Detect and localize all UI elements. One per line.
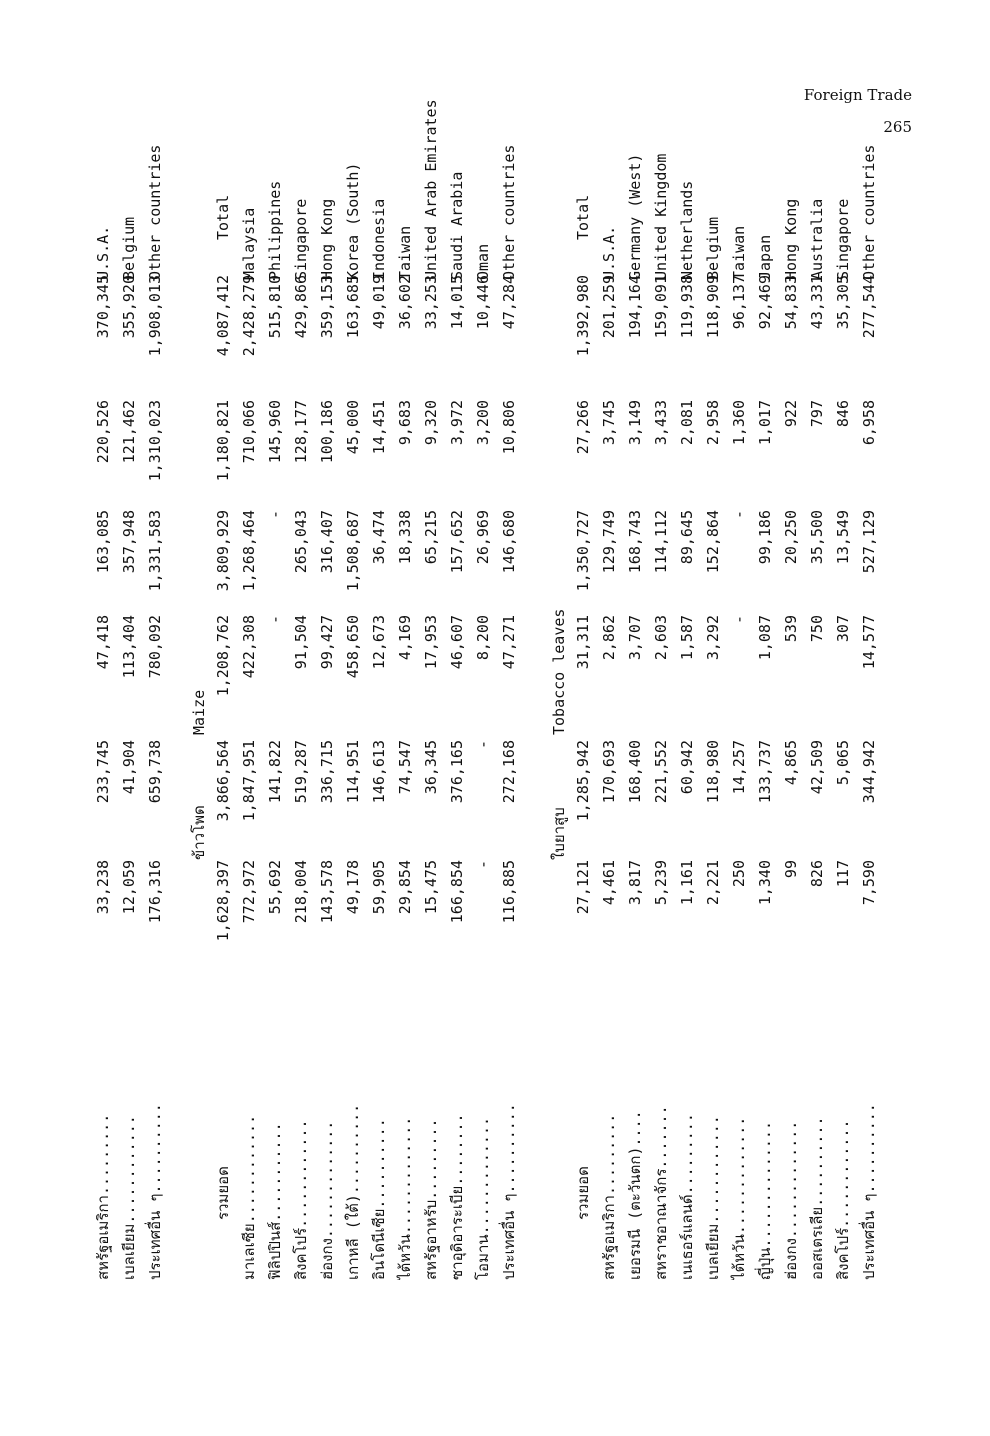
value-cell: 2,081 [678, 400, 696, 446]
value-cell: 14,577 [860, 615, 878, 670]
value-cell: 344,942 [860, 740, 878, 804]
value-cell: 99,427 [318, 615, 336, 670]
table-row [622, 153, 648, 1280]
tobacco-thai-label: ใบยาสูบ [550, 807, 568, 860]
table-row [674, 180, 700, 1280]
value-cell: 6,958 [860, 400, 878, 446]
value-cell: - [730, 510, 748, 520]
value-cell: 114,112 [652, 510, 670, 574]
value-cell: 194,164 [626, 275, 644, 339]
value-cell: 99 [782, 860, 800, 879]
table-block-tobacco [570, 144, 882, 1280]
value-cell: 458,650 [344, 615, 362, 679]
value-cell: 49,019 [370, 275, 388, 330]
value-cell: 146,613 [370, 740, 388, 804]
value-cell: 31,311 [574, 615, 592, 670]
value-cell: 114,951 [344, 740, 362, 804]
table-row [90, 210, 116, 1280]
value-cell: 1,508,687 [344, 510, 362, 592]
table-row [418, 99, 444, 1280]
row-label-english: Netherlands [678, 180, 696, 280]
value-cell: 750 [808, 615, 826, 643]
value-cell: 422,308 [240, 615, 258, 679]
row-label-thai: ฮ่องกง............. [782, 1120, 800, 1280]
value-cell: 1,310,023 [146, 400, 164, 482]
value-cell: 357,948 [120, 510, 138, 574]
row-label-english: United Kingdom [652, 153, 670, 280]
value-cell: 36,474 [370, 510, 388, 565]
value-cell: 220,526 [94, 400, 112, 464]
value-cell: - [266, 615, 284, 625]
value-cell: 47,284 [500, 275, 518, 330]
value-cell: 3,745 [600, 400, 618, 446]
value-cell: 1,360 [730, 400, 748, 446]
row-label-thai: สิงคโปร์............ [292, 1119, 310, 1280]
value-cell: 8,200 [474, 615, 492, 661]
value-cell: 133,737 [756, 740, 774, 804]
value-cell: 1,268,464 [240, 510, 258, 592]
value-cell: 59,905 [370, 860, 388, 915]
value-cell: 170,693 [600, 740, 618, 804]
row-label-thai: เบลเยียม............ [120, 1115, 138, 1280]
row-label-thai: รวมยอด [574, 1166, 592, 1220]
table-row [596, 210, 622, 1280]
row-label-thai: มาเลเซีย............ [240, 1114, 258, 1280]
rotated-trade-table [70, 99, 890, 1280]
value-cell: 5,065 [834, 740, 852, 786]
row-label-thai: เบลเยียม............ [704, 1115, 722, 1280]
value-cell: 33,253 [422, 275, 440, 330]
table-row [496, 144, 522, 1280]
value-cell: 118,980 [704, 740, 722, 804]
value-cell: 14,257 [730, 740, 748, 795]
value-cell: 89,645 [678, 510, 696, 565]
row-label-english: Taiwan [396, 225, 414, 280]
table-block-top [90, 144, 168, 1280]
table-row [700, 210, 726, 1280]
row-label-english: Taiwan [730, 225, 748, 280]
value-cell: 307 [834, 615, 852, 643]
value-cell: 1,087 [756, 615, 774, 661]
value-cell: 4,461 [600, 860, 618, 906]
row-label-english: Australia [808, 198, 826, 280]
table-row [366, 198, 392, 1280]
value-cell: 277,544 [860, 275, 878, 339]
value-cell: 659,738 [146, 740, 164, 804]
value-cell: 710,066 [240, 400, 258, 464]
value-cell: 47,418 [94, 615, 112, 670]
value-cell: 1,350,727 [574, 510, 592, 592]
value-cell: 168,743 [626, 510, 644, 574]
value-cell: 376,165 [448, 740, 466, 804]
value-cell: 176,316 [146, 860, 164, 924]
value-cell: 29,854 [396, 860, 414, 915]
value-cell: 272,168 [500, 740, 518, 804]
value-cell: 2,958 [704, 400, 722, 446]
value-cell: 12,673 [370, 615, 388, 670]
row-label-english: Philippines [266, 180, 284, 280]
value-cell: - [266, 510, 284, 520]
value-cell: 3,200 [474, 400, 492, 446]
value-cell: 119,938 [678, 275, 696, 339]
value-cell: 20,250 [782, 510, 800, 565]
value-cell: 1,208,762 [214, 615, 232, 697]
value-cell: 100,186 [318, 400, 336, 464]
value-cell: 146,680 [500, 510, 518, 574]
row-label-english: Belgium [704, 216, 722, 280]
value-cell: 159,091 [652, 275, 670, 339]
value-cell: 36,602 [396, 275, 414, 330]
value-cell: 3,972 [448, 400, 466, 446]
value-cell: 26,969 [474, 510, 492, 565]
row-label-thai: เนเธอร์แลนด์......... [678, 1113, 696, 1280]
value-cell: 1,908,013 [146, 275, 164, 357]
value-cell: 74,547 [396, 740, 414, 795]
value-cell: 33,238 [94, 860, 112, 915]
value-cell: 3,809,929 [214, 510, 232, 592]
value-cell: 128,177 [292, 400, 310, 464]
value-cell: 14,451 [370, 400, 388, 455]
value-cell: 118,909 [704, 275, 722, 339]
value-cell: 3,707 [626, 615, 644, 661]
row-label-thai: ฮ่องกง............. [318, 1120, 336, 1280]
table-row [648, 153, 674, 1280]
table-row [778, 198, 804, 1280]
row-label-english: U.S.A. [94, 225, 112, 280]
value-cell: 129,749 [600, 510, 618, 574]
value-cell: 47,271 [500, 615, 518, 670]
value-cell: 113,404 [120, 615, 138, 679]
value-cell: 5,239 [652, 860, 670, 906]
value-cell: 14,015 [448, 275, 466, 330]
row-label-thai: เกาหลี (ใต้).......... [344, 1103, 362, 1280]
value-cell: 121,462 [120, 400, 138, 464]
value-cell: 36,345 [422, 740, 440, 795]
table-row [262, 180, 288, 1280]
value-cell: 152,864 [704, 510, 722, 574]
tobacco-label: Tobacco leaves [550, 608, 568, 735]
value-cell: 316,407 [318, 510, 336, 574]
row-label-thai: ประเทศอื่น ๆ.......... [146, 1103, 164, 1280]
row-label-thai: สหราชอาณาจักร....... [652, 1105, 670, 1280]
value-cell: 96,137 [730, 275, 748, 330]
maize-thai-label: ข้าวโพด [190, 805, 208, 860]
value-cell: 515,810 [266, 275, 284, 339]
value-cell: 18,338 [396, 510, 414, 565]
value-cell: 35,500 [808, 510, 826, 565]
value-cell: - [474, 860, 492, 870]
row-label-thai: สหรัฐอเมริกา......... [94, 1113, 112, 1280]
value-cell: 9,683 [396, 400, 414, 446]
row-label-english: Indonesia [370, 198, 388, 280]
value-cell: 143,578 [318, 860, 336, 924]
row-label-thai: ออสเตรเลีย.......... [808, 1116, 826, 1280]
page-number: 265 [883, 118, 912, 136]
row-label-thai: เยอรมนี (ตะวันตก).... [626, 1110, 644, 1280]
value-cell: 17,953 [422, 615, 440, 670]
value-cell: 4,865 [782, 740, 800, 786]
value-cell: 10,806 [500, 400, 518, 455]
value-cell: 116,885 [500, 860, 518, 924]
row-label-english: Japan [756, 234, 774, 280]
maize-label: Maize [190, 689, 208, 735]
value-cell: 163,085 [94, 510, 112, 574]
value-cell: 3,433 [652, 400, 670, 446]
table-row [470, 210, 496, 1280]
value-cell: 15,475 [422, 860, 440, 915]
row-label-thai: โอมาน............. [474, 1116, 492, 1280]
row-label-english: Oman [474, 243, 492, 280]
value-cell: 355,920 [120, 275, 138, 339]
table-row [444, 171, 470, 1280]
row-label-english: Hong Kong [782, 198, 800, 280]
row-label-english: Belgium [120, 216, 138, 280]
value-cell: 797 [808, 400, 826, 428]
row-label-english: Germany (West) [626, 153, 644, 280]
value-cell: 1,017 [756, 400, 774, 446]
value-cell: 336,715 [318, 740, 336, 804]
value-cell: 1,285,942 [574, 740, 592, 822]
value-cell: 46,607 [448, 615, 466, 670]
value-cell: 141,822 [266, 740, 284, 804]
value-cell: 265,043 [292, 510, 310, 574]
value-cell: 1,587 [678, 615, 696, 661]
value-cell: 539 [782, 615, 800, 643]
table-row [210, 194, 236, 1280]
row-label-english: Korea (South) [344, 162, 362, 280]
value-cell: 772,972 [240, 860, 258, 924]
value-cell: - [474, 740, 492, 750]
value-cell: 2,221 [704, 860, 722, 906]
table-row [340, 162, 366, 1280]
row-label-english: Singapore [292, 198, 310, 280]
value-cell: 370,345 [94, 275, 112, 339]
row-label-english: Hong Kong [318, 198, 336, 280]
value-cell: 41,904 [120, 740, 138, 795]
value-cell: 117 [834, 860, 852, 888]
value-cell: 359,153 [318, 275, 336, 339]
value-cell: 45,000 [344, 400, 362, 455]
value-cell: 2,862 [600, 615, 618, 661]
value-cell: 7,590 [860, 860, 878, 906]
value-cell: 1,180,821 [214, 400, 232, 482]
value-cell: 92,469 [756, 275, 774, 330]
value-cell: 35,305 [834, 275, 852, 330]
table-row [314, 198, 340, 1280]
value-cell: 2,428,279 [240, 275, 258, 357]
value-cell: 250 [730, 860, 748, 888]
row-label-thai: สหรัฐอเมริกา......... [600, 1113, 618, 1280]
value-cell: 221,552 [652, 740, 670, 804]
value-cell: 49,178 [344, 860, 362, 915]
row-label-thai: สิงคโปร์............ [834, 1119, 852, 1280]
row-label-thai: ประเทศอื่น ๆ.......... [860, 1103, 878, 1280]
row-label-thai: ประเทศอื่น ๆ.......... [500, 1103, 518, 1280]
value-cell: 13,549 [834, 510, 852, 565]
row-label-english: Other countries [146, 144, 164, 280]
running-title: Foreign Trade [803, 86, 912, 104]
value-cell: 55,692 [266, 860, 284, 915]
value-cell: 429,866 [292, 275, 310, 339]
row-label-thai: ไต้หวัน............. [730, 1116, 748, 1280]
value-cell: 1,331,583 [146, 510, 164, 592]
row-label-english: Saudi Arabia [448, 171, 466, 280]
table-row [830, 198, 856, 1280]
value-cell: 43,331 [808, 275, 826, 330]
value-cell: 3,149 [626, 400, 644, 446]
row-label-thai: ไต้หวัน............. [396, 1116, 414, 1280]
value-cell: - [730, 615, 748, 625]
value-cell: 519,287 [292, 740, 310, 804]
value-cell: 1,847,951 [240, 740, 258, 822]
value-cell: 54,833 [782, 275, 800, 330]
row-label-thai: ฟิลิปปินส์........... [266, 1122, 284, 1280]
value-cell: 9,320 [422, 400, 440, 446]
value-cell: 1,340 [756, 860, 774, 906]
value-cell: 4,169 [396, 615, 414, 661]
value-cell: 27,121 [574, 860, 592, 915]
table-row [236, 207, 262, 1280]
row-label-english: United Arab Emirates [422, 99, 440, 280]
value-cell: 922 [782, 400, 800, 428]
row-label-english: Singapore [834, 198, 852, 280]
row-label-thai: อินโดนีเซีย.......... [370, 1118, 388, 1280]
value-cell: 12,059 [120, 860, 138, 915]
value-cell: 166,854 [448, 860, 466, 924]
value-cell: 157,652 [448, 510, 466, 574]
value-cell: 1,392,980 [574, 275, 592, 357]
value-cell: 218,004 [292, 860, 310, 924]
value-cell: 826 [808, 860, 826, 888]
value-cell: 99,186 [756, 510, 774, 565]
row-label-thai: รวมยอด [214, 1166, 232, 1220]
row-label-thai: ซาอุดิอาระเบีย........ [448, 1113, 466, 1280]
value-cell: 233,745 [94, 740, 112, 804]
value-cell: 60,942 [678, 740, 696, 795]
value-cell: 1,628,397 [214, 860, 232, 942]
value-cell: 65,215 [422, 510, 440, 565]
row-label-thai: ญี่ปุ่น.............. [756, 1121, 774, 1280]
table-row [288, 198, 314, 1280]
value-cell: 780,092 [146, 615, 164, 679]
value-cell: 4,087,412 [214, 275, 232, 357]
table-block-maize [210, 99, 522, 1280]
value-cell: 27,266 [574, 400, 592, 455]
table-row [752, 210, 778, 1280]
table-row [116, 210, 142, 1280]
value-cell: 168,400 [626, 740, 644, 804]
row-label-english: Other countries [860, 144, 878, 280]
table-row [856, 144, 882, 1280]
row-label-english: Malaysia [240, 207, 258, 280]
value-cell: 1,161 [678, 860, 696, 906]
table-row [726, 210, 752, 1280]
table-row [142, 144, 168, 1280]
row-label-english: U.S.A. [600, 225, 618, 280]
value-cell: 3,866,564 [214, 740, 232, 822]
value-cell: 3,292 [704, 615, 722, 661]
table-row [570, 194, 596, 1280]
row-label-thai: สหรัฐอาหรับ......... [422, 1118, 440, 1280]
value-cell: 527,129 [860, 510, 878, 574]
value-cell: 42,509 [808, 740, 826, 795]
row-label-english: Total [574, 194, 592, 240]
value-cell: 846 [834, 400, 852, 428]
value-cell: 163,685 [344, 275, 362, 339]
value-cell: 91,504 [292, 615, 310, 670]
value-cell: 201,259 [600, 275, 618, 339]
value-cell: 3,817 [626, 860, 644, 906]
row-label-english: Total [214, 194, 232, 240]
value-cell: 2,603 [652, 615, 670, 661]
value-cell: 145,960 [266, 400, 284, 464]
value-cell: 10,446 [474, 275, 492, 330]
table-row [392, 210, 418, 1280]
table-row [804, 198, 830, 1280]
row-label-english: Other countries [500, 144, 518, 280]
